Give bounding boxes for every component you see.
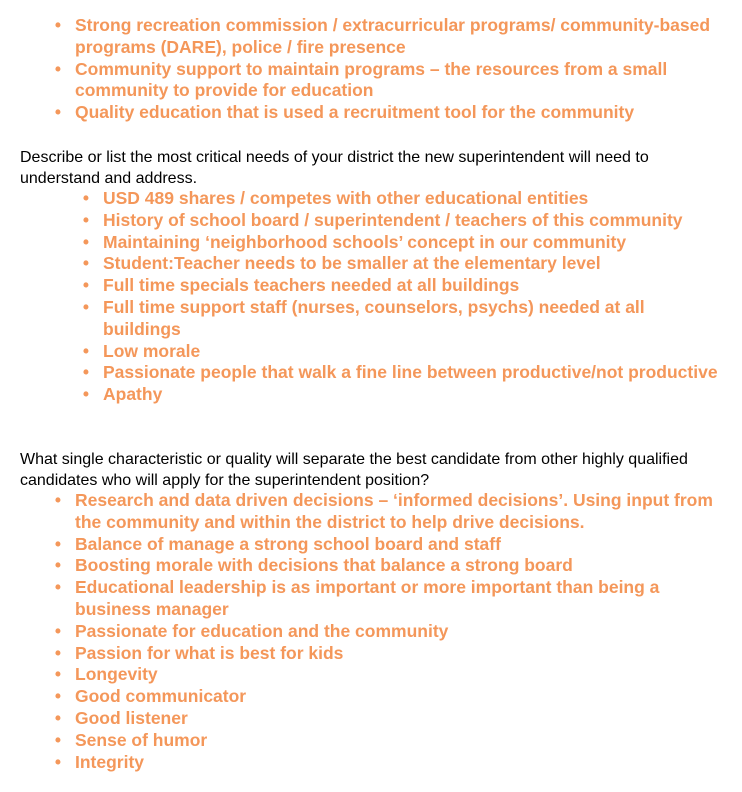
bullet-icon: • <box>54 620 62 641</box>
list-item-text: Passionate people that walk a fine line between productive/not productive <box>103 362 718 383</box>
list-item-text: Student:Teacher needs to be smaller at the elementary level <box>103 253 601 274</box>
list-item-text: Research and data driven decisions – ‘informed decisions’. Using input from the community and within the district to help drive decisions. <box>75 490 713 532</box>
bullet-icon: • <box>54 707 62 728</box>
best-candidate-question: What single characteristic or quality will separate the best candidate from other highly qualified candidates who will apply for the superintendent position? <box>20 451 688 489</box>
list-item <box>81 253 721 275</box>
list-item-text: Community support to maintain programs – the resources from a small community to provide for education <box>75 58 668 101</box>
list-item-text: Strong recreation commission / extracurricular programs/ community-based programs (DARE), police / fire presence <box>75 15 711 57</box>
list-item <box>81 384 721 406</box>
list-item <box>53 59 713 103</box>
bullet-icon: • <box>54 490 62 510</box>
bullet-icon: • <box>54 686 62 707</box>
list-item-text: Passionate for education and the community <box>75 620 449 641</box>
list-item-text: Passion for what is best for kids <box>75 642 344 663</box>
list-item <box>81 210 721 232</box>
list-item <box>53 664 723 686</box>
list-item <box>81 341 721 363</box>
list-item-text: Maintaining ‘neighborhood schools’ concept in our community <box>103 231 627 252</box>
bullet-icon: • <box>82 340 90 361</box>
bullet-icon: • <box>82 253 90 274</box>
bullet-icon: • <box>82 362 90 383</box>
bullet-icon: • <box>82 188 90 208</box>
list-item-text: Full time support staff (nurses, counselors, psychs) needed at all buildings <box>103 296 645 339</box>
bullet-icon: • <box>82 384 90 405</box>
bullet-icon: • <box>54 533 62 554</box>
candidate-qualities-list <box>53 490 723 773</box>
list-item-text: Integrity <box>75 751 145 772</box>
list-item-text: USD 489 shares / competes with other educational entities <box>103 188 589 208</box>
list-item <box>53 490 723 534</box>
bullet-icon: • <box>54 664 62 685</box>
bullet-icon: • <box>82 296 90 317</box>
list-item-text: Boosting morale with decisions that balance a strong board <box>75 555 573 576</box>
list-item <box>53 752 723 774</box>
list-item-text: Longevity <box>75 664 158 685</box>
list-item <box>53 643 723 665</box>
list-item-text: Good communicator <box>75 686 247 707</box>
list-item-text: Apathy <box>103 384 163 405</box>
list-item <box>81 232 721 254</box>
bullet-icon: • <box>54 577 62 598</box>
bullet-icon: • <box>54 642 62 663</box>
list-item-text: Quality education that is used a recruitment tool for the community <box>75 102 635 123</box>
list-item-text: Low morale <box>103 340 201 361</box>
bullet-icon: • <box>54 729 62 750</box>
bullet-icon: • <box>54 102 62 123</box>
bullet-icon: • <box>54 555 62 576</box>
list-item <box>53 102 713 124</box>
list-item <box>81 362 721 384</box>
strengths-list <box>53 15 713 124</box>
list-item <box>53 15 713 59</box>
list-item-text: History of school board / superintendent / teachers of this community <box>103 209 683 230</box>
bullet-icon: • <box>82 209 90 230</box>
list-item <box>53 686 723 708</box>
list-item-text: Good listener <box>75 707 188 728</box>
list-item <box>53 555 723 577</box>
bullet-icon: • <box>82 231 90 252</box>
list-item-text: Full time specials teachers needed at all buildings <box>103 275 520 296</box>
critical-needs-question: Describe or list the most critical needs of your district the new superintendent will need to understand and address. <box>20 149 649 187</box>
list-item-text: Educational leadership is as important or more important than being a business manager <box>75 577 660 619</box>
bullet-icon: • <box>82 275 90 296</box>
list-item <box>81 297 721 341</box>
list-item <box>53 577 723 621</box>
list-item-text: Sense of humor <box>75 729 208 750</box>
bullet-icon: • <box>54 58 62 79</box>
bullet-icon: • <box>54 751 62 772</box>
list-item <box>53 708 723 730</box>
list-item <box>81 188 721 210</box>
list-item <box>53 730 723 752</box>
list-item <box>53 534 723 556</box>
list-item <box>53 621 723 643</box>
list-item-text: Balance of manage a strong school board and staff <box>75 533 501 554</box>
critical-needs-list <box>81 188 721 406</box>
list-item <box>81 275 721 297</box>
bullet-icon: • <box>54 15 62 35</box>
